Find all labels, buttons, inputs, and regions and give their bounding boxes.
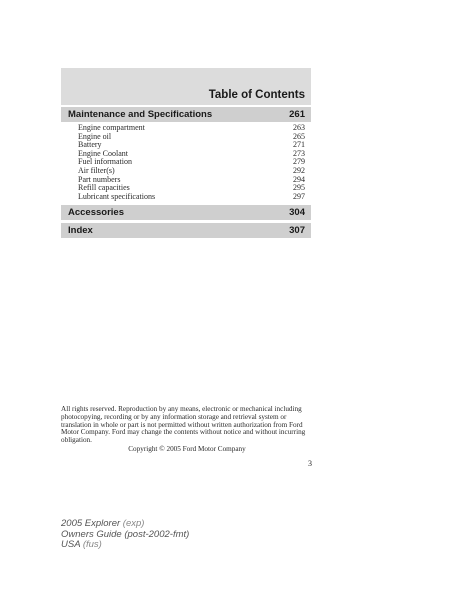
item-label: Part numbers xyxy=(78,174,121,184)
section-label: Maintenance and Specifications xyxy=(68,109,213,120)
section-page: 304 xyxy=(289,207,305,218)
section-label: Index xyxy=(68,225,93,236)
item-label: Engine Coolant xyxy=(78,148,128,158)
item-label: Engine compartment xyxy=(78,123,145,132)
item-page: 297 xyxy=(293,191,305,201)
document-footer xyxy=(61,519,189,551)
item-page: 279 xyxy=(293,157,305,167)
item-label: Battery xyxy=(78,140,102,150)
item-label: Refill capacities xyxy=(78,183,130,193)
toc-subsection-list xyxy=(61,124,311,201)
footer-guide: Owners Guide (post-2002-fmt) xyxy=(61,528,190,540)
legal-notice: All rights reserved. Reproduction by any means, electronic or mechanical including photocopying, recording or by any information storage and retrieval system or translation in whole or part is not permitted without written authorization from Ford Motor Company. Ford may change the contents without notice and without incurring obligation. xyxy=(61,405,306,445)
page-number: 3 xyxy=(308,459,312,468)
footer-line-model xyxy=(61,519,189,530)
footer-model: 2005 Explorer xyxy=(61,518,121,529)
item-label: Engine oil xyxy=(78,131,112,141)
toc-section-maintenance[interactable] xyxy=(61,107,311,122)
item-label: Lubricant specifications xyxy=(78,191,156,201)
item-label: Air filter(s) xyxy=(78,165,115,175)
item-label: Fuel information xyxy=(78,157,132,167)
item-page: 263 xyxy=(293,123,305,132)
toc-header-band xyxy=(61,68,311,105)
item-page: 292 xyxy=(293,165,305,175)
item-page: 295 xyxy=(293,183,305,193)
item-page: 294 xyxy=(293,174,305,184)
section-page: 307 xyxy=(289,225,305,236)
copyright-notice: Copyright © 2005 Ford Motor Company xyxy=(128,445,246,453)
item-page: 265 xyxy=(293,131,305,141)
section-label: Accessories xyxy=(68,207,124,218)
footer-market-code: (fus) xyxy=(82,539,102,550)
item-page: 273 xyxy=(293,148,305,158)
toc-section-accessories[interactable] xyxy=(61,205,311,220)
footer-market: USA xyxy=(61,539,81,550)
toc-section-index[interactable] xyxy=(61,223,311,238)
item-page: 271 xyxy=(293,140,305,150)
footer-line-market xyxy=(61,540,189,551)
footer-model-code: (exp) xyxy=(122,518,145,529)
toc-item-lubricant-specifications[interactable] xyxy=(61,193,311,202)
page-title: Table of Contents xyxy=(208,89,305,101)
section-page: 261 xyxy=(289,109,305,120)
